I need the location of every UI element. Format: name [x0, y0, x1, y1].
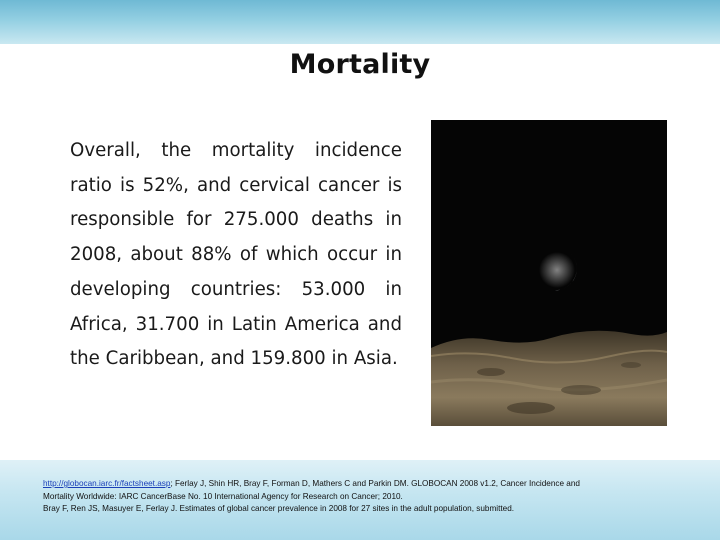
reference-line-1-text: ; Ferlay J, Shin HR, Bray F, Forman D, Mathers C and Parkin DM. GLOBOCAN 2008 v1.2, Cancer Incidence and	[170, 479, 580, 488]
globocan-link[interactable]: http://globocan.iarc.fr/factsheet.asp	[43, 479, 171, 488]
reference-line-1	[43, 478, 683, 491]
body-paragraph: Overall, the mortality incidence ratio is 52%, and cervical cancer is responsible for 275.000 deaths in 2008, about 88% of which occur in developing countries: 53.000 in Africa, 31.700 in Latin America and the Caribbean, and 159.800 in Asia.	[70, 140, 402, 370]
references	[43, 478, 683, 516]
reference-line-2: Mortality Worldwide: IARC CancerBase No. 10 International Agency for Research on Cancer; 2010.	[43, 491, 403, 501]
slide-title: Mortality	[289, 49, 431, 80]
header-band	[0, 0, 720, 44]
earthrise-from-moon-photo	[431, 120, 667, 426]
reference-line-3: Bray F, Ren JS, Masuyer E, Ferlay J. Estimates of global cancer prevalence in 2008 for 27 sites in the adult population, submitted.	[43, 504, 515, 514]
